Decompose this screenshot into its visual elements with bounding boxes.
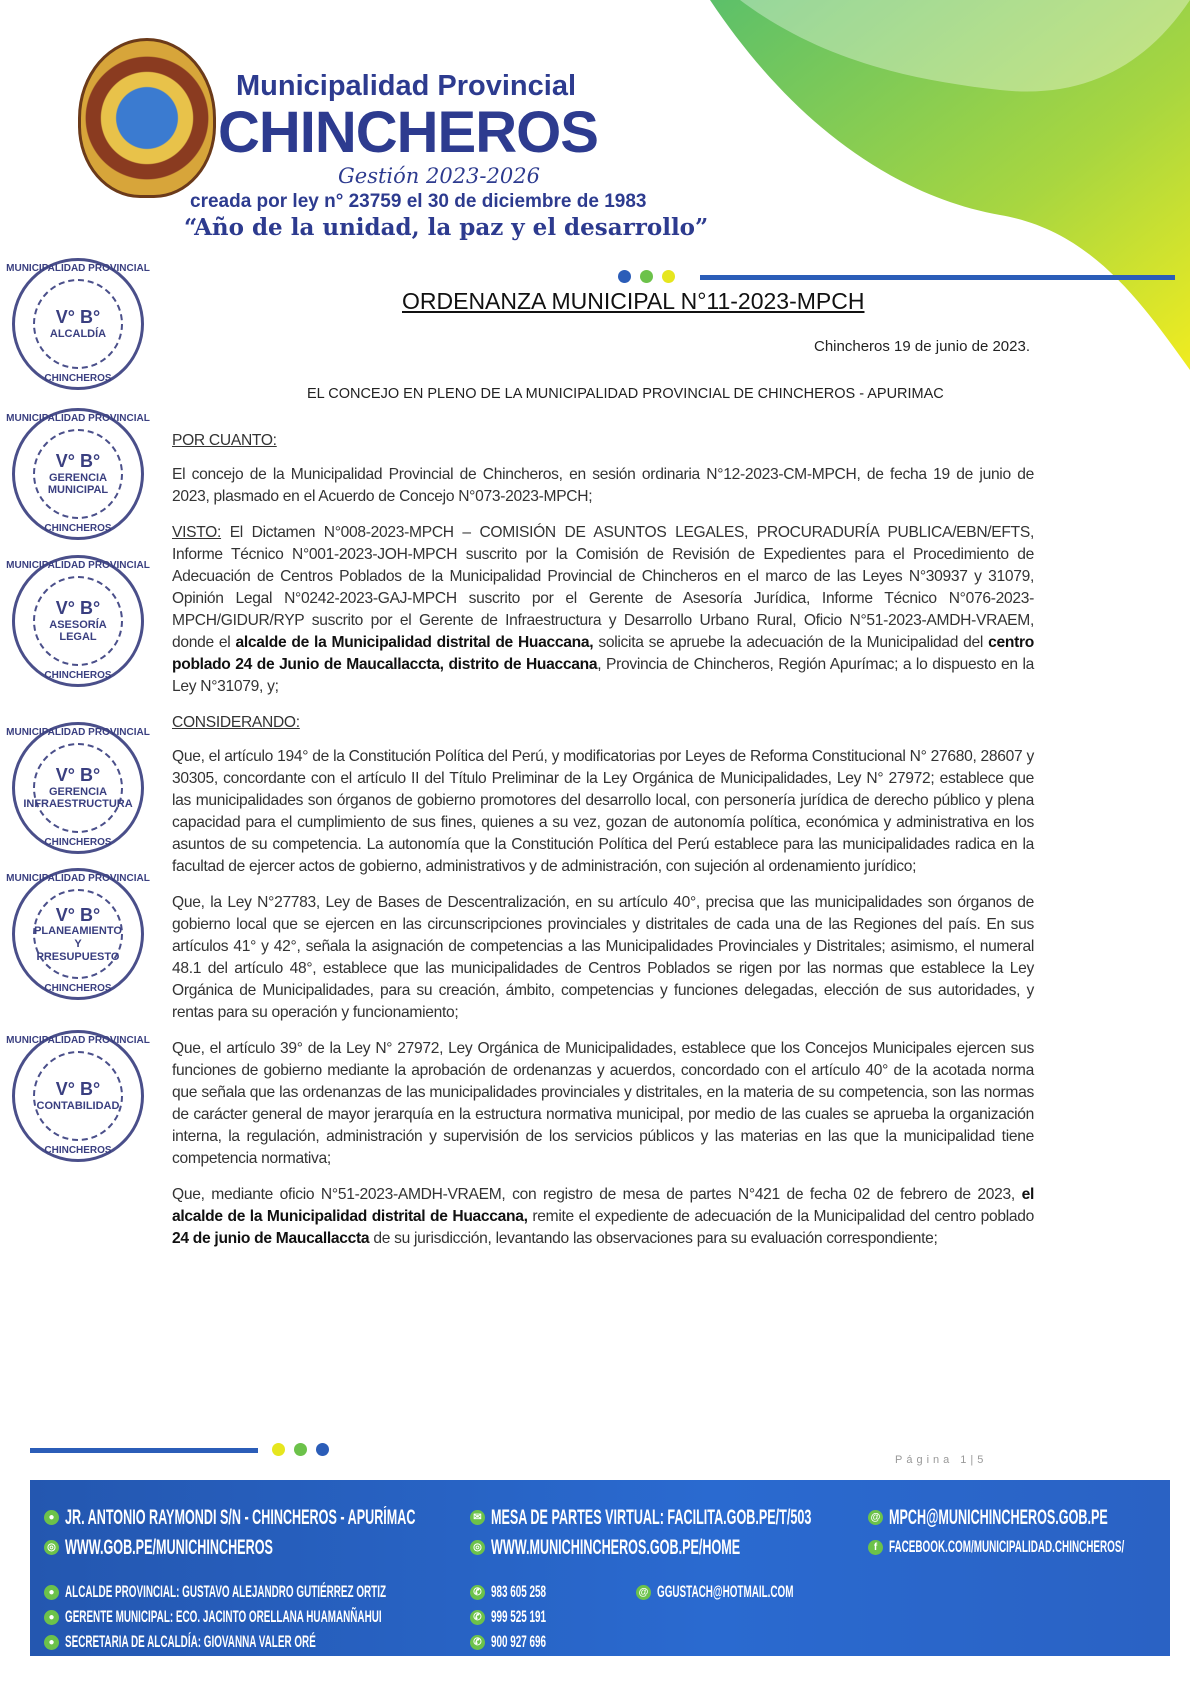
text-segment: Que, la Ley N°27783, Ley de Bases de Descentralización, en su artículo 40°, precisa que las municipalidades son órganos de gobierno local que se ejercen en las circunscripciones provinciales y distritales de cada una de las Regiones del país. En sus artículos 41° y 42°, señala la asignación de competencias a las Municipalidades Provinciales y Distritales; asimismo, el numeral 48.1 del artículo 48°, establece que las municipalidades de Centros Poblados se rigen por las normas que establece la Ley Orgánica de Municipalidades, para su creación, ámbito, competencias y funciones delegadas, elección de sus autoridades, y rentas para su operación y funcionamiento; [172,894,1034,1021]
blue-dot [618,270,631,283]
text-segment: de su jurisdicción, levantando las observaciones para su evaluación correspondiente; [369,1230,938,1247]
text-segment: solicita se apruebe la adecuación de la Municipalidad del [593,634,989,651]
stamp-vb: V° B° [55,307,101,328]
stamp-vb: V° B° [55,598,101,619]
header-municipality-name: CHINCHEROS [218,100,598,165]
approval-stamp [6,868,150,1000]
footer-facebook[interactable]: FACEBOOK.COM/MUNICIPALIDAD.CHINCHEROS/ [889,1538,1125,1556]
paragraph [172,464,1034,508]
stamp-ring-bottom: CHINCHEROS [44,669,112,681]
page-number: Página 1|5 [895,1454,988,1466]
footer-web-gob[interactable]: WWW.GOB.PE/MUNICHINCHEROS [65,1536,273,1559]
phone-icon: ✆ [470,1610,485,1625]
header-gestion: Gestión 2023-2026 [338,164,540,188]
stamp-vb: V° B° [55,1079,101,1100]
text-segment: El Dictamen N°008-2023-MPCH – COMISIÓN DE ASUNTOS LEGALES, PROCURADURÍA PUBLICA/EBN/EFTS, Informe Técnico N°001-2023-JOH-MPCH suscrito por la Comisión de Revisión de Expedientes para el Procedimiento de Adecuación de Centros Poblados de la Municipalidad Provincial de Chincheros en el marco de las Leyes N°30937 y 31079, Opinión Legal N°0242-2023-GAJ-MPCH suscrito por el Gerente de Asesoría Jurídica, Informe Técnico N°076-2023-MPCH/GIDUR/RYP suscrito por el Gerente de Infraestructura y Desarrollo Urbano Rural, Oficio N°51-2023-AMDH-VRAEM, donde el [172,524,1034,651]
bold-text: centro poblado 24 de Junio de Maucallaccta, distrito de Huaccana [172,634,1034,673]
footer-gerente: GERENTE MUNICIPAL: ECO. JACINTO ORELLANA HUAMANÑAHUI [65,1608,382,1626]
stamp-ring-top: MUNICIPALIDAD PROVINCIAL [6,873,150,884]
decorative-dots-top [618,270,675,283]
yellow-dot [662,270,675,283]
person-icon: ● [44,1610,59,1625]
yellow-dot [272,1443,285,1456]
stamp-office: GERENCIA INFRAESTRUCTURA [23,785,133,811]
footer-secretaria: SECRETARIA DE ALCALDÍA: GIOVANNA VALER ORÉ [65,1633,316,1651]
footer-phone-1: 983 605 258 [491,1583,547,1601]
bold-text: alcalde de la Municipalidad distrital de Huaccana, [235,634,594,651]
phone-icon: ✆ [470,1635,485,1650]
mail-icon: ✉ [470,1510,485,1525]
person-icon: ● [44,1585,59,1600]
stamp-ring-bottom: CHINCHEROS [44,836,112,848]
globe-icon: ◎ [44,1540,59,1555]
visto-paragraph [172,522,1034,698]
stamp-ring-bottom: CHINCHEROS [44,522,112,534]
stamp-ring-bottom: CHINCHEROS [44,982,112,994]
approval-stamp [6,555,150,687]
bold-text: 24 de junio de Maucallaccta [172,1230,370,1247]
bold-text: el alcalde de la Municipalidad distrital de Huaccana, [172,1186,1034,1225]
person-icon: ● [44,1635,59,1650]
stamp-ring-bottom: CHINCHEROS [44,1144,112,1156]
stamp-vb: V° B° [55,451,101,472]
paragraph [172,746,1034,878]
stamp-inner [23,743,133,833]
stamp-ring-top: MUNICIPALIDAD PROVINCIAL [6,727,150,738]
header-rule [700,275,1175,280]
footer-phone-2: 999 525 191 [491,1608,547,1626]
footer-address: JR. ANTONIO RAYMONDI S/N - CHINCHEROS - APURÍMAC [65,1506,416,1529]
footer-web-home[interactable]: WWW.MUNICHINCHEROS.GOB.PE/HOME [491,1536,741,1559]
stamp-inner [33,429,123,519]
text-segment: remite el expediente de adecuación de la Municipalidad del centro poblado [527,1208,1034,1225]
footer-email[interactable]: MPCH@MUNICHINCHEROS.GOB.PE [889,1506,1108,1529]
text-segment: El concejo de la Municipalidad Provincial de Chincheros, en sesión ordinaria N°12-2023-CM-MPCH, de fecha 19 de junio de 2023, plasmado en el Acuerdo de Concejo N°073-2023-MPCH; [172,466,1034,505]
green-dot [294,1443,307,1456]
text-segment: Que, el artículo 39° de la Ley N° 27972, Ley Orgánica de Municipalidades, establece que los Concejos Municipales ejercen sus funciones de gobierno mediante la aprobación de ordenanzas y acuerdos, concordado con el artículo 40° de la acotada norma que señala que las ordenanzas de las municipalidades provinciales y distritales, en la materia de su competencia, son las normas de carácter general de mayor jerarquía en la estructura normativa municipal, por medio de las cuales se aprueba la organización interna, la regulación, administración y supervisión de los servicios públicos y las materias en las que la municipalidad tiene competencia normativa; [172,1040,1034,1167]
approval-stamp [6,258,150,390]
concejo-heading: EL CONCEJO EN PLENO DE LA MUNICIPALIDAD PROVINCIAL DE CHINCHEROS - APURIMAC [307,386,944,402]
stamp-ring-top: MUNICIPALIDAD PROVINCIAL [6,263,150,274]
footer-email-alcalde[interactable]: GGUSTACH@HOTMAIL.COM [657,1583,794,1601]
stamp-inner [33,279,123,369]
por-cuanto-heading: POR CUANTO: [172,432,277,449]
text-segment: Que, el artículo 194° de la Constitución Política del Perú, y modificatorias por Leyes de Reforma Constitucional N° 27680, 28607 y 30305, concordante con el artículo II del Título Preliminar de la Ley Orgánica de Municipalidades, Ley N° 27972; establece que las municipalidades son órganos de gobierno promotores del desarrollo local, con personería jurídica de derecho público y plena capacidad para el cumplimiento de sus fines, quienes a su vez, gozan de autonomía política, económica y administrativa en los asuntos de su competencia. La autonomía que la Constitución Política del Perú establece para las municipalidades radica en la facultad de ejercer actos de gobierno, administrativos y de administración, con sujeción al ordenamiento jurídico; [172,748,1034,875]
stamp-vb: V° B° [55,904,101,925]
stamp-inner [33,1051,123,1141]
document-date: Chincheros 19 de junio de 2023. [814,338,1030,355]
stamp-inner [33,576,123,666]
paragraph [172,1038,1034,1170]
phone-icon: ✆ [470,1585,485,1600]
green-dot [640,270,653,283]
stamp-vb: V° B° [55,765,101,786]
paragraph [172,1184,1034,1250]
blue-dot [316,1443,329,1456]
stamp-ring-top: MUNICIPALIDAD PROVINCIAL [6,413,150,424]
header-title: Municipalidad Provincial [236,70,577,102]
footer-rule [30,1448,258,1453]
footer-contact-band [30,1480,1170,1656]
document-body [172,430,1034,1264]
document-title: ORDENANZA MUNICIPAL N°11-2023-MPCH [402,288,865,314]
facebook-icon: f [868,1540,883,1555]
approval-stamp [6,722,150,854]
stamp-office: CONTABILIDAD [36,1100,120,1113]
municipal-seal-logo [78,38,216,198]
globe-icon: ◎ [470,1540,485,1555]
stamp-ring-top: MUNICIPALIDAD PROVINCIAL [6,560,150,571]
stamp-ring-top: MUNICIPALIDAD PROVINCIAL [6,1035,150,1046]
text-segment: Que, mediante oficio N°51-2023-AMDH-VRAEM, con registro de mesa de partes N°421 de fecha 02 de febrero de 2023, [172,1186,1022,1203]
footer-phone-3: 900 927 696 [491,1633,547,1651]
at-icon: @ [636,1585,651,1600]
paragraph [172,892,1034,1024]
footer-alcalde: ALCALDE PROVINCIAL: GUSTAVO ALEJANDRO GUTIÉRREZ ORTIZ [65,1583,387,1601]
decorative-dots-bottom [272,1443,329,1456]
header-ley: creada por ley n° 23759 el 30 de diciembre de 1983 [190,191,647,212]
location-icon: ● [44,1510,59,1525]
approval-stamp [6,1030,150,1162]
considerando-heading: CONSIDERANDO: [172,714,300,731]
at-icon: @ [868,1510,883,1525]
approval-stamp [6,408,150,540]
underlined-label: VISTO: [172,524,222,541]
stamp-office: ALCALDÍA [49,328,107,341]
stamp-office: ASESORÍA LEGAL [49,618,107,644]
stamp-office: GERENCIA MUNICIPAL [47,471,109,497]
footer-mesa-partes[interactable]: MESA DE PARTES VIRTUAL: FACILITA.GOB.PE/T/503 [491,1506,812,1529]
header-motto: “Año de la unidad, la paz y el desarrollo” [184,214,709,241]
stamp-ring-bottom: CHINCHEROS [44,372,112,384]
text-segment: , Provincia de Chincheros, Región Apurímac; a lo dispuesto en la Ley N°31079, y; [172,656,1034,695]
stamp-inner [33,889,123,979]
stamp-office: PLANEAMIENTO Y PRESUPUESTO [34,925,122,963]
